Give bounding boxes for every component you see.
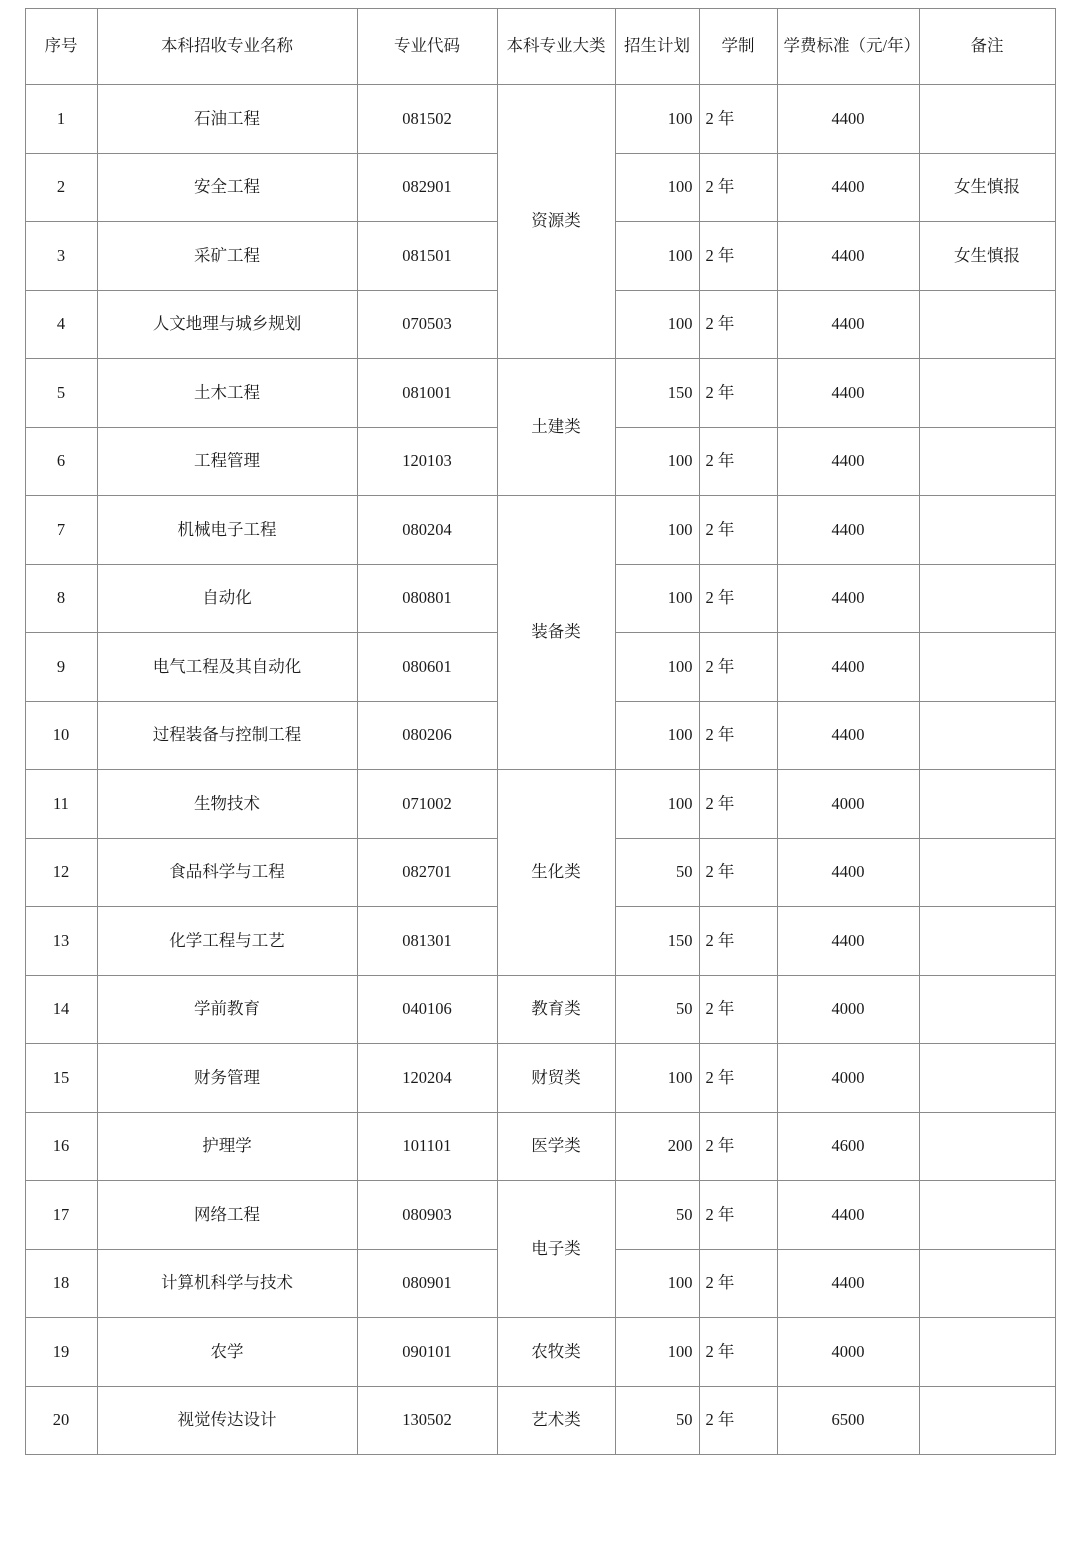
cell-remark bbox=[919, 975, 1055, 1044]
table-row bbox=[25, 85, 1055, 154]
cell-major-name: 生物技术 bbox=[97, 770, 357, 839]
cell-duration: 2 年 bbox=[699, 975, 777, 1044]
cell-duration: 2 年 bbox=[699, 85, 777, 154]
cell-remark bbox=[919, 838, 1055, 907]
cell-major-name: 采矿工程 bbox=[97, 222, 357, 291]
cell-tuition: 4400 bbox=[777, 633, 919, 702]
cell-tuition: 4400 bbox=[777, 564, 919, 633]
cell-plan: 100 bbox=[615, 633, 699, 702]
cell-tuition: 4400 bbox=[777, 222, 919, 291]
cell-remark bbox=[919, 427, 1055, 496]
cell-major-name: 过程装备与控制工程 bbox=[97, 701, 357, 770]
cell-major-name: 石油工程 bbox=[97, 85, 357, 154]
cell-major-group: 资源类 bbox=[497, 85, 615, 359]
column-header-index: 序号 bbox=[25, 9, 97, 85]
cell-tuition: 4400 bbox=[777, 1181, 919, 1250]
table-row bbox=[25, 359, 1055, 428]
cell-tuition: 4400 bbox=[777, 153, 919, 222]
table-row bbox=[25, 770, 1055, 839]
cell-tuition: 4400 bbox=[777, 290, 919, 359]
cell-index: 6 bbox=[25, 427, 97, 496]
cell-duration: 2 年 bbox=[699, 1112, 777, 1181]
cell-major-name: 视觉传达设计 bbox=[97, 1386, 357, 1455]
cell-major-name: 化学工程与工艺 bbox=[97, 907, 357, 976]
cell-major-group: 艺术类 bbox=[497, 1386, 615, 1455]
cell-major-code: 071002 bbox=[357, 770, 497, 839]
cell-index: 16 bbox=[25, 1112, 97, 1181]
cell-plan: 150 bbox=[615, 907, 699, 976]
cell-index: 15 bbox=[25, 1044, 97, 1113]
cell-duration: 2 年 bbox=[699, 770, 777, 839]
cell-major-code: 080204 bbox=[357, 496, 497, 565]
cell-major-code: 080903 bbox=[357, 1181, 497, 1250]
cell-major-code: 130502 bbox=[357, 1386, 497, 1455]
column-header-duration: 学制 bbox=[699, 9, 777, 85]
cell-major-code: 101101 bbox=[357, 1112, 497, 1181]
cell-duration: 2 年 bbox=[699, 701, 777, 770]
cell-major-code: 080206 bbox=[357, 701, 497, 770]
cell-major-code: 081001 bbox=[357, 359, 497, 428]
cell-remark bbox=[919, 1112, 1055, 1181]
cell-remark bbox=[919, 1044, 1055, 1113]
cell-plan: 200 bbox=[615, 1112, 699, 1181]
column-header-tuition: 学费标准（元/年） bbox=[777, 9, 919, 85]
cell-plan: 100 bbox=[615, 222, 699, 291]
cell-major-name: 安全工程 bbox=[97, 153, 357, 222]
column-header-major-group: 本科专业大类 bbox=[497, 9, 615, 85]
cell-index: 9 bbox=[25, 633, 97, 702]
cell-major-group: 医学类 bbox=[497, 1112, 615, 1181]
cell-major-name: 土木工程 bbox=[97, 359, 357, 428]
cell-duration: 2 年 bbox=[699, 1181, 777, 1250]
cell-major-code: 080901 bbox=[357, 1249, 497, 1318]
cell-remark bbox=[919, 701, 1055, 770]
cell-index: 13 bbox=[25, 907, 97, 976]
cell-remark bbox=[919, 1318, 1055, 1387]
cell-remark bbox=[919, 1249, 1055, 1318]
cell-remark bbox=[919, 1181, 1055, 1250]
cell-tuition: 4400 bbox=[777, 496, 919, 565]
cell-plan: 50 bbox=[615, 1181, 699, 1250]
cell-index: 3 bbox=[25, 222, 97, 291]
column-header-plan: 招生计划 bbox=[615, 9, 699, 85]
cell-remark bbox=[919, 359, 1055, 428]
cell-index: 2 bbox=[25, 153, 97, 222]
table-header bbox=[25, 9, 1055, 85]
cell-duration: 2 年 bbox=[699, 838, 777, 907]
cell-index: 19 bbox=[25, 1318, 97, 1387]
undergraduate-majors-table bbox=[25, 8, 1056, 1455]
cell-tuition: 4400 bbox=[777, 907, 919, 976]
cell-plan: 100 bbox=[615, 701, 699, 770]
table-row bbox=[25, 496, 1055, 565]
cell-tuition: 4600 bbox=[777, 1112, 919, 1181]
cell-tuition: 4000 bbox=[777, 975, 919, 1044]
cell-plan: 100 bbox=[615, 290, 699, 359]
cell-remark bbox=[919, 496, 1055, 565]
cell-major-name: 计算机科学与技术 bbox=[97, 1249, 357, 1318]
cell-remark: 女生慎报 bbox=[919, 222, 1055, 291]
cell-plan: 50 bbox=[615, 838, 699, 907]
table-row bbox=[25, 1044, 1055, 1113]
cell-plan: 150 bbox=[615, 359, 699, 428]
cell-tuition: 4400 bbox=[777, 427, 919, 496]
cell-plan: 100 bbox=[615, 153, 699, 222]
cell-duration: 2 年 bbox=[699, 290, 777, 359]
cell-plan: 100 bbox=[615, 1249, 699, 1318]
cell-plan: 100 bbox=[615, 770, 699, 839]
cell-index: 7 bbox=[25, 496, 97, 565]
cell-duration: 2 年 bbox=[699, 359, 777, 428]
cell-plan: 100 bbox=[615, 1318, 699, 1387]
cell-tuition: 4000 bbox=[777, 1318, 919, 1387]
cell-plan: 100 bbox=[615, 564, 699, 633]
cell-index: 14 bbox=[25, 975, 97, 1044]
cell-duration: 2 年 bbox=[699, 1386, 777, 1455]
cell-tuition: 4400 bbox=[777, 359, 919, 428]
cell-tuition: 4000 bbox=[777, 770, 919, 839]
cell-duration: 2 年 bbox=[699, 1044, 777, 1113]
cell-major-name: 人文地理与城乡规划 bbox=[97, 290, 357, 359]
column-header-major-code: 专业代码 bbox=[357, 9, 497, 85]
table-body bbox=[25, 85, 1055, 1455]
cell-major-code: 081501 bbox=[357, 222, 497, 291]
cell-major-code: 040106 bbox=[357, 975, 497, 1044]
table-row bbox=[25, 975, 1055, 1044]
cell-plan: 100 bbox=[615, 496, 699, 565]
cell-index: 8 bbox=[25, 564, 97, 633]
cell-major-group: 生化类 bbox=[497, 770, 615, 976]
cell-index: 4 bbox=[25, 290, 97, 359]
cell-duration: 2 年 bbox=[699, 633, 777, 702]
cell-tuition: 4400 bbox=[777, 85, 919, 154]
cell-duration: 2 年 bbox=[699, 564, 777, 633]
cell-duration: 2 年 bbox=[699, 907, 777, 976]
column-header-major-name: 本科招收专业名称 bbox=[97, 9, 357, 85]
cell-major-code: 120204 bbox=[357, 1044, 497, 1113]
cell-remark: 女生慎报 bbox=[919, 153, 1055, 222]
cell-major-name: 护理学 bbox=[97, 1112, 357, 1181]
cell-major-name: 电气工程及其自动化 bbox=[97, 633, 357, 702]
cell-major-name: 自动化 bbox=[97, 564, 357, 633]
cell-plan: 100 bbox=[615, 1044, 699, 1113]
cell-index: 11 bbox=[25, 770, 97, 839]
cell-major-name: 财务管理 bbox=[97, 1044, 357, 1113]
cell-major-group: 农牧类 bbox=[497, 1318, 615, 1387]
cell-major-name: 工程管理 bbox=[97, 427, 357, 496]
cell-major-group: 装备类 bbox=[497, 496, 615, 770]
cell-index: 20 bbox=[25, 1386, 97, 1455]
cell-major-group: 财贸类 bbox=[497, 1044, 615, 1113]
cell-tuition: 4400 bbox=[777, 1249, 919, 1318]
cell-major-code: 080601 bbox=[357, 633, 497, 702]
cell-remark bbox=[919, 907, 1055, 976]
cell-duration: 2 年 bbox=[699, 496, 777, 565]
cell-major-name: 食品科学与工程 bbox=[97, 838, 357, 907]
cell-major-name: 学前教育 bbox=[97, 975, 357, 1044]
cell-tuition: 4400 bbox=[777, 701, 919, 770]
cell-remark bbox=[919, 633, 1055, 702]
cell-major-name: 农学 bbox=[97, 1318, 357, 1387]
cell-major-name: 机械电子工程 bbox=[97, 496, 357, 565]
cell-major-group: 土建类 bbox=[497, 359, 615, 496]
cell-major-code: 070503 bbox=[357, 290, 497, 359]
cell-major-group: 电子类 bbox=[497, 1181, 615, 1318]
cell-duration: 2 年 bbox=[699, 427, 777, 496]
cell-duration: 2 年 bbox=[699, 153, 777, 222]
cell-major-code: 120103 bbox=[357, 427, 497, 496]
cell-tuition: 6500 bbox=[777, 1386, 919, 1455]
cell-plan: 100 bbox=[615, 85, 699, 154]
cell-plan: 100 bbox=[615, 427, 699, 496]
cell-index: 17 bbox=[25, 1181, 97, 1250]
table-row bbox=[25, 1181, 1055, 1250]
cell-index: 5 bbox=[25, 359, 97, 428]
table-row bbox=[25, 1112, 1055, 1181]
cell-major-code: 080801 bbox=[357, 564, 497, 633]
cell-remark bbox=[919, 290, 1055, 359]
cell-duration: 2 年 bbox=[699, 1249, 777, 1318]
table-row bbox=[25, 1318, 1055, 1387]
cell-remark bbox=[919, 770, 1055, 839]
cell-remark bbox=[919, 1386, 1055, 1455]
cell-index: 10 bbox=[25, 701, 97, 770]
cell-index: 12 bbox=[25, 838, 97, 907]
table-header-row bbox=[25, 9, 1055, 85]
cell-major-code: 081502 bbox=[357, 85, 497, 154]
cell-plan: 50 bbox=[615, 975, 699, 1044]
table-row bbox=[25, 1386, 1055, 1455]
cell-plan: 50 bbox=[615, 1386, 699, 1455]
column-header-remark: 备注 bbox=[919, 9, 1055, 85]
cell-major-code: 081301 bbox=[357, 907, 497, 976]
cell-index: 1 bbox=[25, 85, 97, 154]
cell-major-code: 090101 bbox=[357, 1318, 497, 1387]
cell-major-name: 网络工程 bbox=[97, 1181, 357, 1250]
cell-tuition: 4000 bbox=[777, 1044, 919, 1113]
cell-duration: 2 年 bbox=[699, 222, 777, 291]
cell-index: 18 bbox=[25, 1249, 97, 1318]
cell-tuition: 4400 bbox=[777, 838, 919, 907]
cell-remark bbox=[919, 85, 1055, 154]
cell-remark bbox=[919, 564, 1055, 633]
cell-duration: 2 年 bbox=[699, 1318, 777, 1387]
cell-major-code: 082701 bbox=[357, 838, 497, 907]
cell-major-code: 082901 bbox=[357, 153, 497, 222]
cell-major-group: 教育类 bbox=[497, 975, 615, 1044]
